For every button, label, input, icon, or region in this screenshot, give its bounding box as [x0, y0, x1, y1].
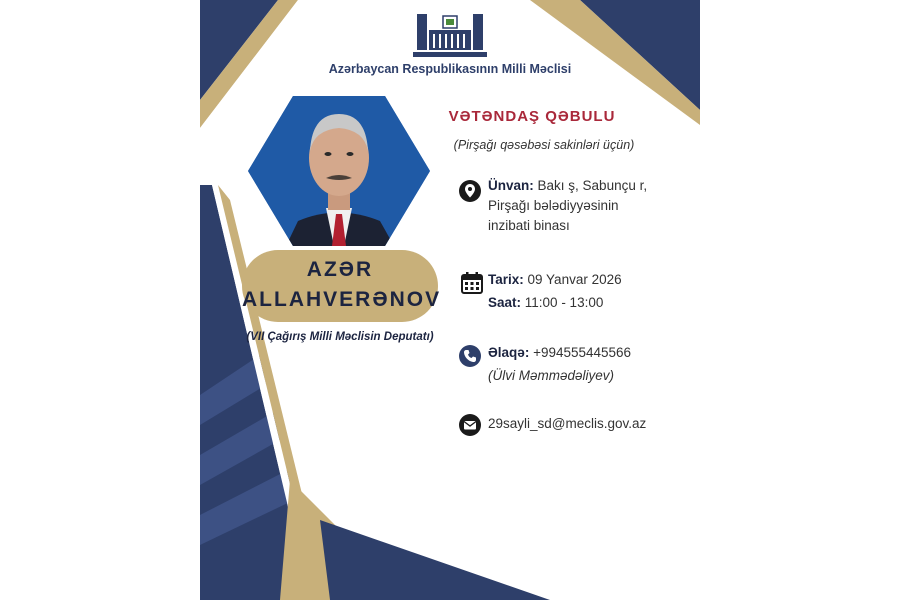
address-line-1: Bakı ş, Sabunçu r, — [537, 178, 648, 193]
page-title: VƏTƏNDAŞ QƏBULU — [448, 108, 616, 125]
deputy-last-name: ALLAHVERƏNOV — [242, 288, 442, 311]
address-line-2: Pirşağı bələdiyyəsinin — [488, 198, 619, 213]
contact-person: (Ülvi Məmmədəliyev) — [488, 368, 615, 383]
address-line-3: inzibati binası — [488, 218, 570, 233]
audience-note: (Pirşağı qəsəbəsi sakinləri üçün) — [453, 138, 635, 152]
phone-icon — [459, 345, 481, 367]
time-label: Saat: — [488, 295, 522, 310]
deputy-first-name: AZƏR — [306, 258, 374, 281]
calendar-icon — [461, 272, 483, 294]
address-label: Ünvan: — [488, 178, 534, 193]
time-row — [488, 293, 603, 313]
date-label: Tarix: — [488, 272, 524, 287]
location-pin-icon — [459, 180, 481, 202]
address-block — [488, 176, 678, 236]
time-value: 11:00 - 13:00 — [524, 295, 604, 310]
contact-phone[interactable]: +994555445566 — [533, 345, 632, 360]
date-row — [488, 270, 622, 290]
poster — [200, 0, 700, 600]
deputy-photo — [248, 96, 430, 246]
contact-row — [488, 343, 631, 363]
mail-icon — [459, 414, 481, 436]
organization-name: Azərbaycan Respublikasının Milli Məclisi — [328, 62, 572, 76]
date-value: 09 Yanvar 2026 — [527, 272, 622, 287]
contact-label: Əlaqə: — [488, 345, 530, 360]
deputy-position: (VII Çağırış Milli Məclisin Deputatı) — [246, 331, 434, 343]
email-link[interactable]: 29sayli_sd@meclis.gov.az — [488, 416, 647, 431]
parliament-building-logo — [413, 10, 487, 60]
